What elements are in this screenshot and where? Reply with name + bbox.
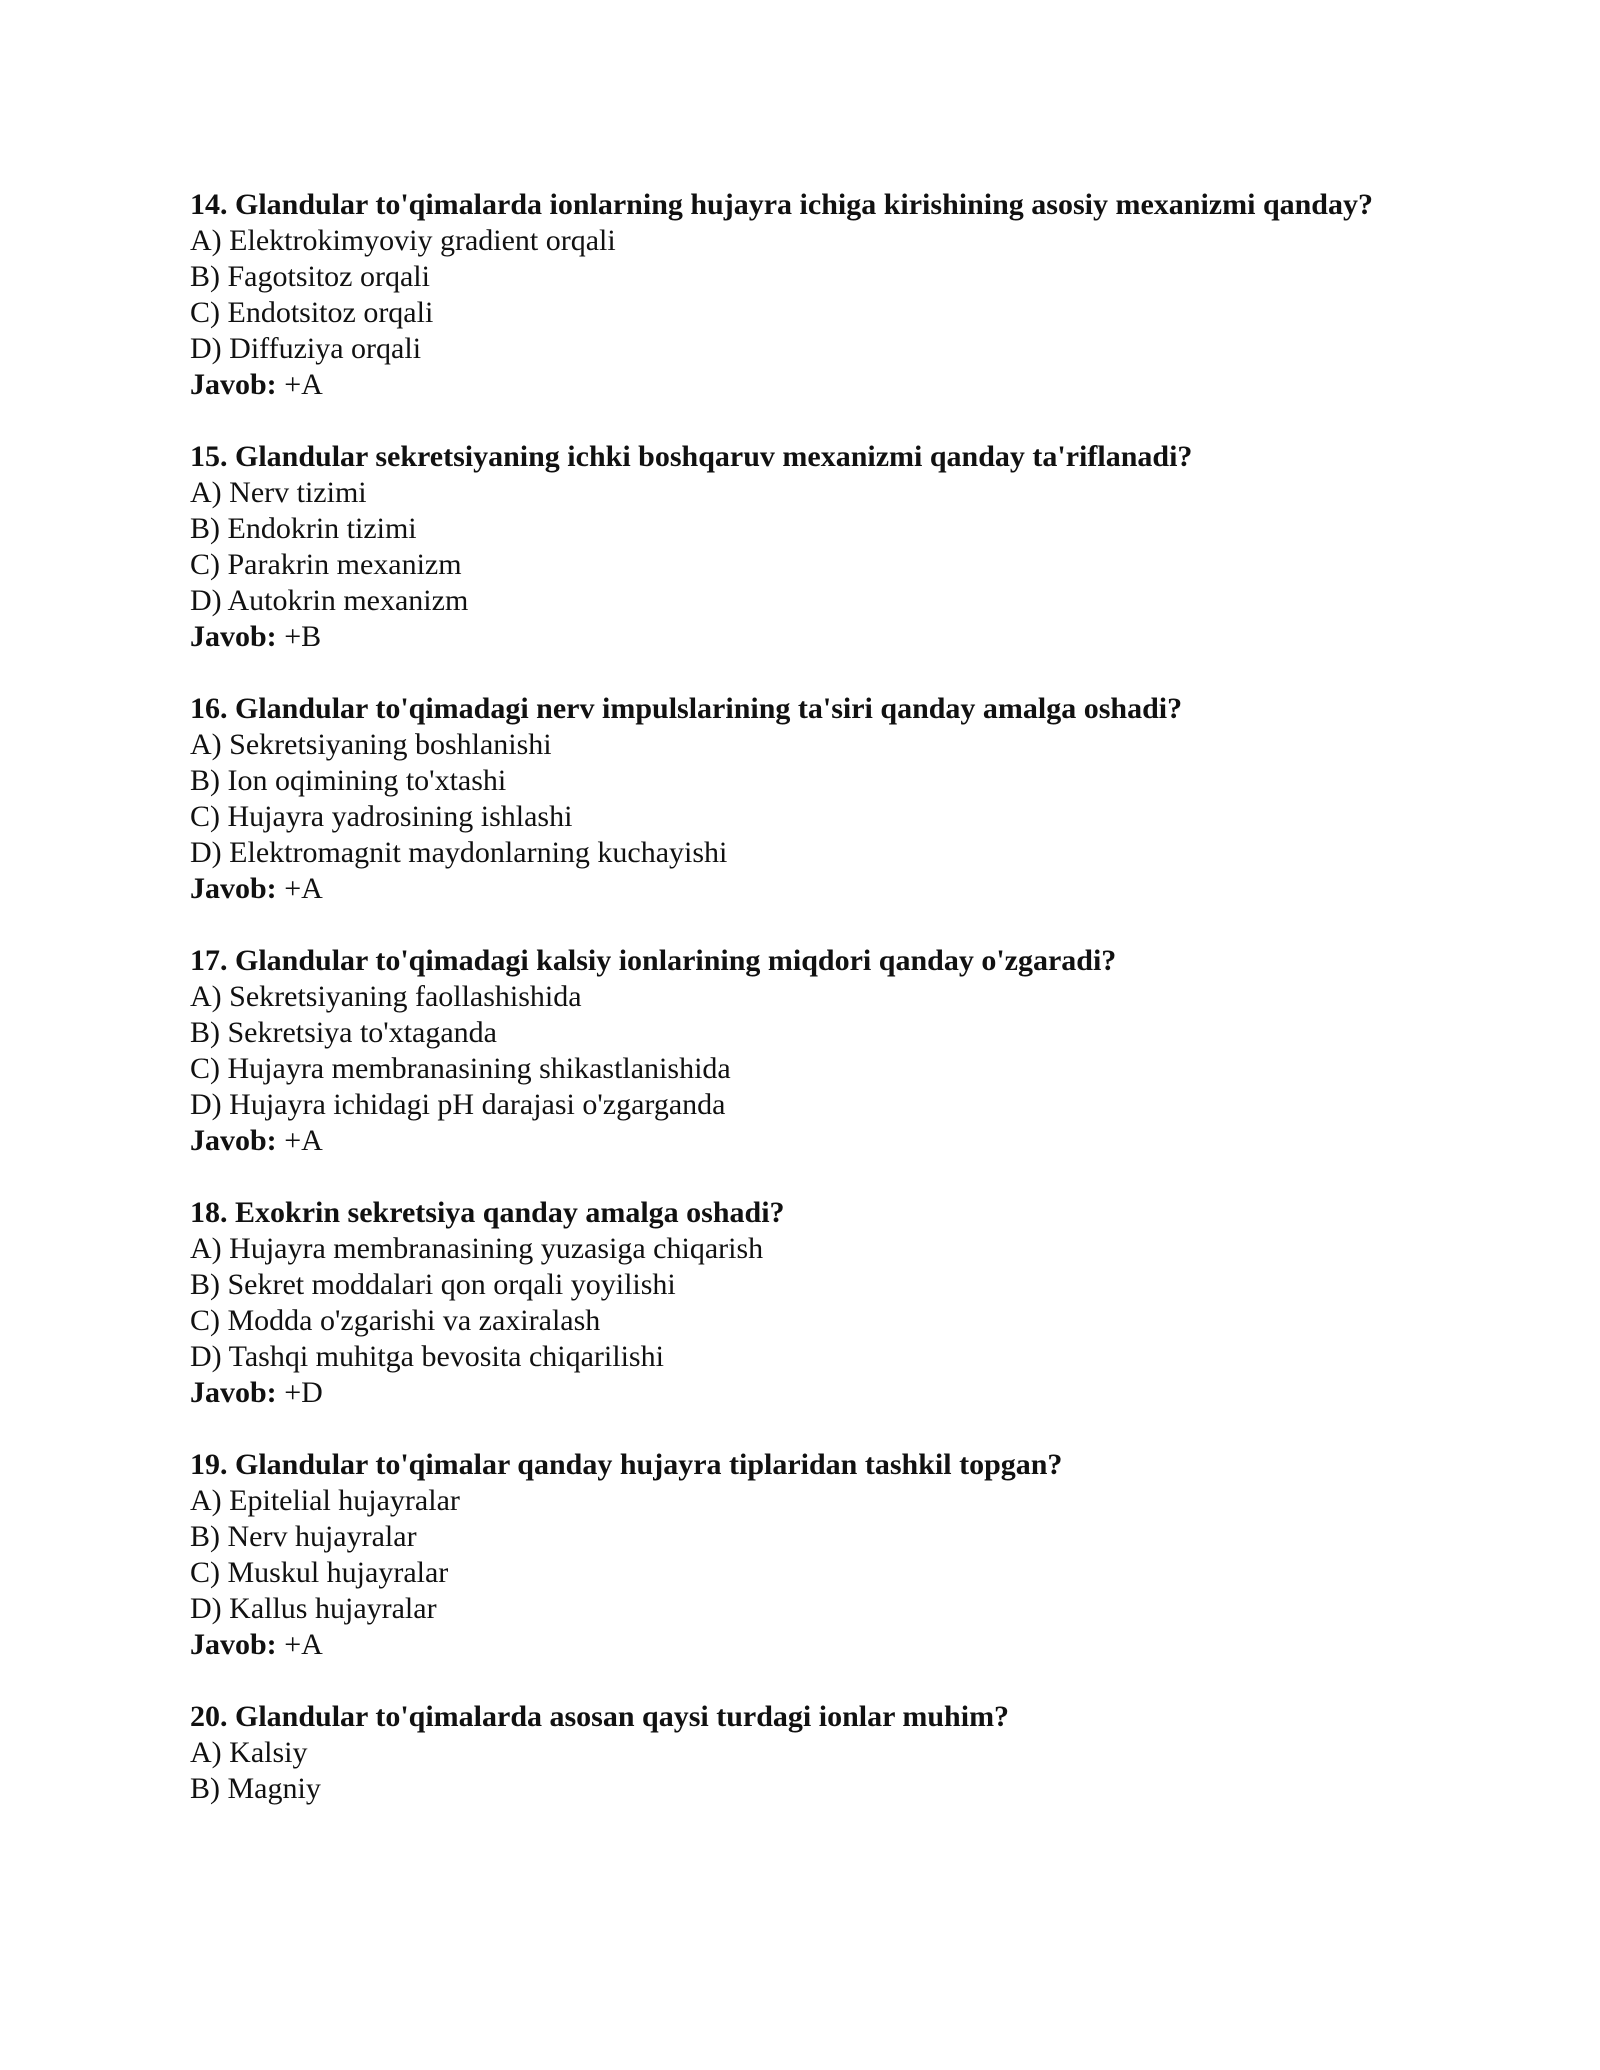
question-15: [190, 439, 1420, 655]
answer-line: [190, 1123, 1420, 1159]
option-a: A) Hujayra membranasining yuzasiga chiqarish: [190, 1232, 764, 1265]
option-b: B) Sekretsiya to'xtaganda: [190, 1016, 497, 1049]
answer-label: Javob:: [190, 620, 277, 653]
answer-label: Javob:: [190, 872, 277, 905]
option-c: C) Parakrin mexanizm: [190, 548, 462, 581]
answer-value: +A: [276, 368, 323, 401]
answer-line: [190, 1375, 1420, 1411]
option-a: A) Sekretsiyaning boshlanishi: [190, 728, 552, 761]
question-title: 17. Glandular to'qimadagi kalsiy ionlarining miqdori qanday o'zgaradi?: [190, 944, 1117, 977]
option-a: A) Elektrokimyoviy gradient orqali: [190, 224, 616, 257]
answer-line: [190, 367, 1420, 403]
option-b: B) Ion oqimining to'xtashi: [190, 764, 507, 797]
answer-line: [190, 1627, 1420, 1663]
question-title: 18. Exokrin sekretsiya qanday amalga oshadi?: [190, 1196, 785, 1229]
option-c: C) Muskul hujayralar: [190, 1556, 449, 1589]
answer-label: Javob:: [190, 368, 277, 401]
answer-label: Javob:: [190, 1628, 277, 1661]
question-title: 20. Glandular to'qimalarda asosan qaysi turdagi ionlar muhim?: [190, 1700, 1010, 1733]
option-c: C) Endotsitoz orqali: [190, 296, 434, 329]
answer-value: +A: [276, 1628, 323, 1661]
option-d: D) Hujayra ichidagi pH darajasi o'zgarganda: [190, 1088, 726, 1121]
option-b: B) Fagotsitoz orqali: [190, 260, 430, 293]
option-b: B) Nerv hujayralar: [190, 1520, 417, 1553]
option-a: A) Epitelial hujayralar: [190, 1484, 460, 1517]
question-title: 14. Glandular to'qimalarda ionlarning hujayra ichiga kirishining asosiy mexanizmi qanday?: [190, 188, 1373, 221]
question-18: [190, 1195, 1420, 1411]
answer-label: Javob:: [190, 1376, 277, 1409]
option-a: A) Sekretsiyaning faollashishida: [190, 980, 582, 1013]
option-c: C) Hujayra membranasining shikastlanishida: [190, 1052, 731, 1085]
answer-line: [190, 619, 1420, 655]
option-d: D) Diffuziya orqali: [190, 332, 422, 365]
answer-value: +A: [276, 1124, 323, 1157]
question-title: 16. Glandular to'qimadagi nerv impulslarining ta'siri qanday amalga oshadi?: [190, 692, 1183, 725]
question-title: 15. Glandular sekretsiyaning ichki boshqaruv mexanizmi qanday ta'riflanadi?: [190, 440, 1193, 473]
option-b: B) Sekret moddalari qon orqali yoyilishi: [190, 1268, 676, 1301]
question-title: 19. Glandular to'qimalar qanday hujayra tiplaridan tashkil topgan?: [190, 1448, 1063, 1481]
option-d: D) Elektromagnit maydonlarning kuchayishi: [190, 836, 728, 869]
option-d: D) Kallus hujayralar: [190, 1592, 437, 1625]
answer-value: +B: [276, 620, 322, 653]
option-a: A) Nerv tizimi: [190, 476, 367, 509]
answer-value: +A: [276, 872, 323, 905]
answer-line: [190, 871, 1420, 907]
question-14: [190, 187, 1420, 403]
option-a: A) Kalsiy: [190, 1736, 308, 1769]
option-c: C) Modda o'zgarishi va zaxiralash: [190, 1304, 601, 1337]
answer-label: Javob:: [190, 1124, 277, 1157]
question-20: [190, 1699, 1420, 1807]
option-b: B) Magniy: [190, 1772, 321, 1805]
option-d: D) Autokrin mexanizm: [190, 584, 469, 617]
answer-value: +D: [276, 1376, 323, 1409]
question-19: [190, 1447, 1420, 1663]
document-page: [190, 187, 1420, 1843]
option-c: C) Hujayra yadrosining ishlashi: [190, 800, 573, 833]
question-17: [190, 943, 1420, 1159]
option-b: B) Endokrin tizimi: [190, 512, 417, 545]
question-16: [190, 691, 1420, 907]
option-d: D) Tashqi muhitga bevosita chiqarilishi: [190, 1340, 664, 1373]
